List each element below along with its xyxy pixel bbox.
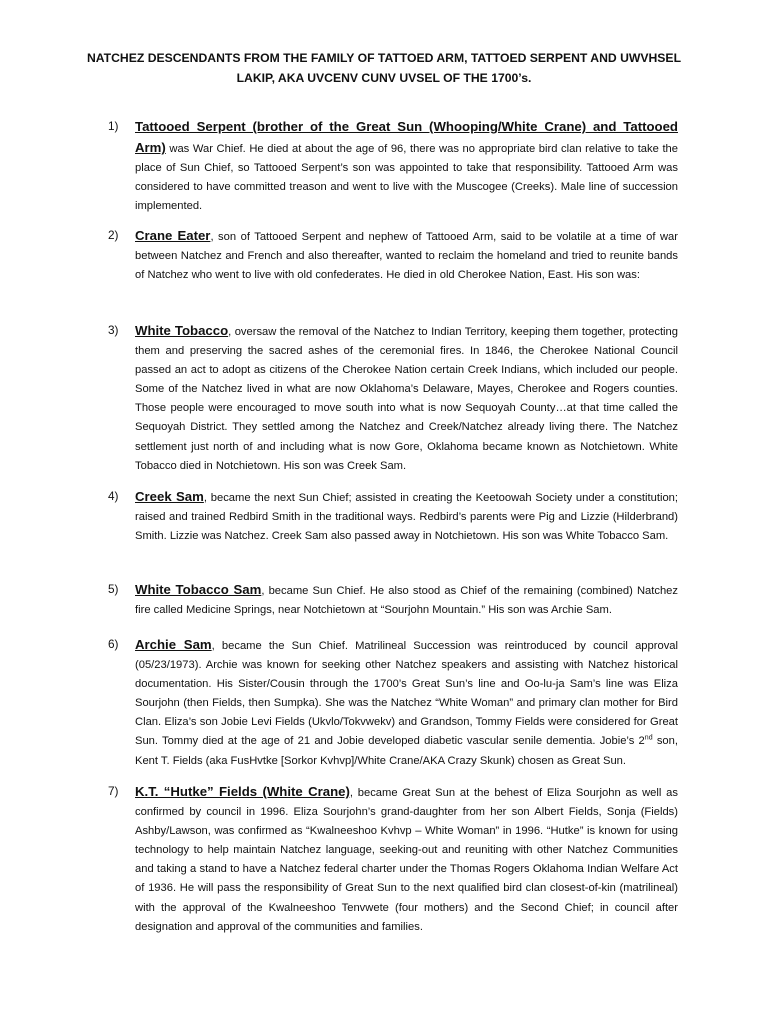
entry-number: 3) (108, 323, 119, 337)
entry-text-continued: son, Kent T. Fields (aka FusHvtke [Sorkor Kvhvp]/White Crane/AKA Crazy Skunk) chosen as Great Sun. (135, 735, 678, 767)
entry-number: 1) (108, 119, 119, 133)
entry-text: , oversaw the removal of the Natchez to Indian Territory, keeping them together, protecting them and preserving the sacred ashes of the ceremonial fires. In 1846, the Cherokee National Council passed an act to adopt as citizens of the Cherokee Nation certain Creek Indians, which included our people. Some of the Natchez lived in what are now Oklahoma’s Delaware, Mayes, Cherokee and Rogers counties. Those people were encouraged to move south into what is now Sequoyah County…at that time called the Sequoyah District. They settled among the Natchez and Creek/Natchez already living there. The Natchez settlement just north of and including what is now Gore, Oklahoma became known as Notchietown. White Tobacco died in Notchietown. His son was Creek Sam. (135, 326, 678, 472)
entry-6 (108, 635, 678, 771)
entry-name: K.T. “Hutke” Fields (White Crane) (135, 784, 350, 799)
entry-1 (108, 117, 678, 216)
entry-number: 2) (108, 228, 119, 242)
entry-number: 7) (108, 784, 119, 798)
entry-5 (108, 580, 678, 620)
entry-name: Archie Sam (135, 637, 212, 652)
entry-text: , became the Sun Chief. Matrilineal Succession was reintroduced by council approval (05/23/1973). Archie was known for seeking other Natchez speakers and assisting with Natchez historical documentation. His Sister/Cousin through the 1700’s Great Sun’s line and Oo-lu-ja Sam’s line was Eliza Sourjohn (then Fields, then Sumpka). She was the Natchez “White Woman” and primary clan mother for Bird Clan. Eliza’s son Jobie Levi Fields (Ukvlo/Tokvwekv) and Grandson, Tommy Fields were considered for Great Sun. Tommy died at the age of 21 and Jobie developed diabetic vascular senile dementia. Jobie’s 2 (135, 640, 678, 748)
entry-name: White Tobacco Sam (135, 582, 262, 597)
ordinal-superscript: nd (644, 734, 653, 742)
entry-number: 4) (108, 489, 119, 503)
entry-text: was War Chief. He died at about the age of 96, there was no appropriate bird clan relative to take the place of Sun Chief, so Tattooed Serpent’s son was appointed to take that responsibility. Tattooed Arm was considered to have committed treason and went to live with the Muscogee (Creeks). Male line of succession implemented. (135, 143, 678, 213)
entry-body (135, 487, 678, 546)
entry-number: 5) (108, 582, 119, 596)
document-title (70, 48, 698, 88)
entry-name: White Tobacco (135, 323, 229, 338)
entry-7 (108, 782, 678, 937)
entry-text: , became Great Sun at the behest of Eliza Sourjohn as well as confirmed by council in 1996. Eliza Sourjohn’s grand-daughter from her son Albert Fields, Sonja (Fields) Ashby/Lawson, was confirmed as “Kwalneeshoo Kvhvp – White Woman” in 1996. “Hutke” is known for using technology to help maintain Natchez language, seeking-out and reuniting with other Natchez Communities and taking a stand to have a Natchez federal charter under the Thomas Rogers Oklahoma Indian Welfare Act of 1936. He will pass the responsibility of Great Sun to the next qualified bird clan closest-of-kin (matrilineal) with the approval of the Kwalneeshoo Tenvwete (four mothers) and the Second Chief; in council after designation and approval of the communities and families. (135, 787, 678, 933)
entry-name: Crane Eater (135, 228, 211, 243)
title-line-1: NATCHEZ DESCENDANTS FROM THE FAMILY OF TATTOED ARM, TATTOED SERPENT AND UWVHSEL (86, 51, 682, 65)
entry-text: , became the next Sun Chief; assisted in creating the Keetoowah Society under a constitution; raised and trained Redbird Smith in the traditional ways. Redbird’s parents were Pig and Lizzie (Hilderbrand) Smith. Lizzie was Natchez. Creek Sam also passed away in Notchietown. His son was White Tobacco Sam. (135, 492, 679, 543)
entry-4 (108, 487, 678, 546)
entry-body (135, 580, 678, 620)
entry-body (135, 321, 678, 476)
entry-name: Creek Sam (135, 489, 204, 504)
entry-name: Tattooed Serpent (brother of the Great Sun (Whooping/White Crane) and Tattooed Arm) (135, 119, 678, 156)
entry-body (135, 226, 678, 285)
entry-3 (108, 321, 678, 476)
entry-number: 6) (108, 637, 119, 651)
entry-text: , son of Tattooed Serpent and nephew of Tattooed Arm, said to be volatile at a time of war between Natchez and French and also thereafter, wanted to reclaim the homeland and tried to reunite bands of Natchez who went to live with old confederates. He died in old Cherokee Nation, East. His son was: (135, 231, 678, 282)
entry-body (135, 635, 678, 771)
title-line-2: LAKIP, AKA UVCENV CUNV UVSEL OF THE 1700’s. (236, 71, 532, 85)
entry-text: , became Sun Chief. He also stood as Chief of the remaining (combined) Natchez fire called Medicine Springs, near Notchietown at “Sourjohn Mountain.” His son was Archie Sam. (135, 585, 678, 617)
entry-body (135, 782, 678, 937)
entry-body (135, 117, 678, 216)
entry-2 (108, 226, 678, 285)
